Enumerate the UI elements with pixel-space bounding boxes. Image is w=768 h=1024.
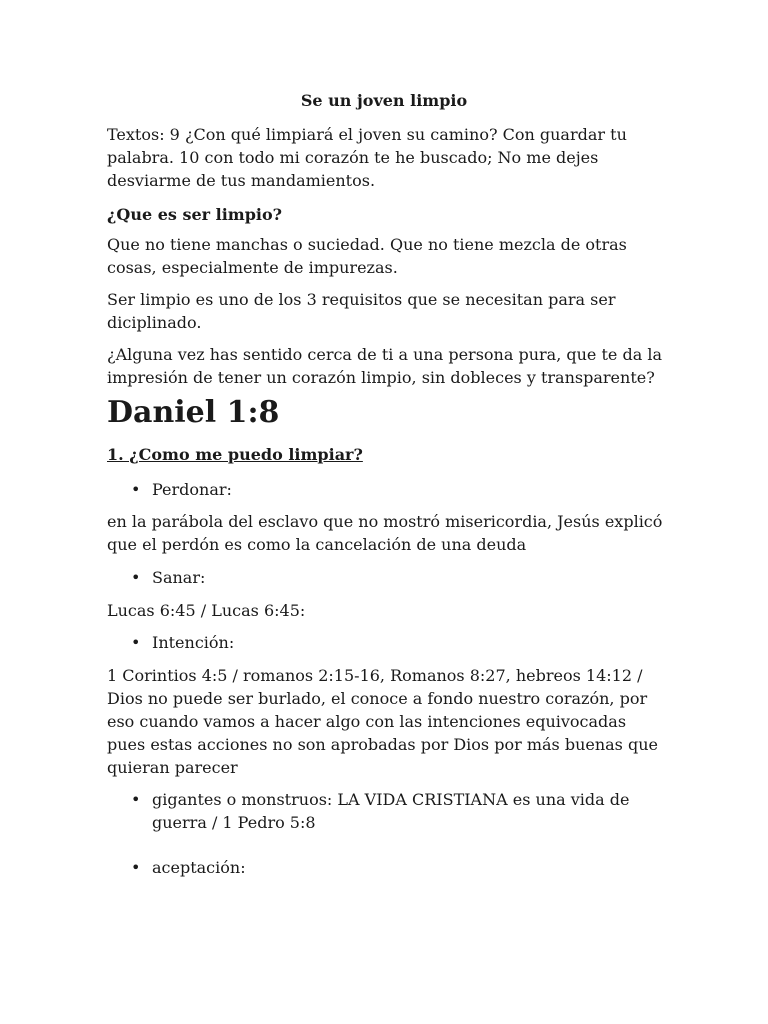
question-heading: ¿Que es ser limpio? bbox=[107, 205, 283, 224]
bullet-icon: • bbox=[131, 633, 141, 652]
paragraph-lucas: Lucas 6:45 / Lucas 6:45: bbox=[107, 601, 306, 620]
bullet-item-aceptacion bbox=[131, 856, 671, 879]
intro-paragraph: Textos: 9 ¿Con qué limpiará el joven su camino? Con guardar tu palabra. 10 con todo mi corazón te he buscado; No me dejes desviarme de tus mandamientos. bbox=[107, 125, 627, 190]
bullet-icon: • bbox=[131, 790, 141, 809]
paragraph-requirement: Ser limpio es uno de los 3 requisitos que se necesitan para ser diciplinado. bbox=[107, 290, 616, 332]
paragraph-perdon: en la parábola del esclavo que no mostró misericordia, Jesús explicó que el perdón es como la cancelación de una deuda bbox=[107, 512, 663, 554]
bullet-item-intencion bbox=[131, 631, 671, 654]
bullet-item-perdonar bbox=[131, 478, 671, 501]
paragraph-definition: Que no tiene manchas o suciedad. Que no tiene mezcla de otras cosas, especialmente de impurezas. bbox=[107, 235, 627, 277]
bullet-text: Intención: bbox=[152, 633, 235, 652]
section-heading: 1. ¿Como me puedo limpiar? bbox=[107, 445, 363, 464]
bullet-icon: • bbox=[131, 480, 141, 499]
bullet-icon: • bbox=[131, 858, 141, 877]
paragraph-question: ¿Alguna vez has sentido cerca de ti a una persona pura, que te da la impresión de tener un corazón limpio, sin dobleces y transparente? bbox=[107, 345, 662, 387]
bullet-text: Sanar: bbox=[152, 568, 206, 587]
bullet-item-sanar bbox=[131, 566, 671, 589]
big-heading: Daniel 1:8 bbox=[107, 395, 280, 430]
bullet-text: aceptación: bbox=[152, 858, 246, 877]
bullet-icon: • bbox=[131, 568, 141, 587]
document-title: Se un joven limpio bbox=[300, 91, 468, 110]
bullet-text: Perdonar: bbox=[152, 480, 232, 499]
bullet-item-gigantes bbox=[131, 788, 671, 834]
paragraph-intencion: 1 Corintios 4:5 / romanos 2:15-16, Romanos 8:27, hebreos 14:12 / Dios no puede ser burlado, el conoce a fondo nuestro corazón, por eso cuando vamos a hacer algo con las intenciones equivocadas pues estas acciones no son aprobadas por Dios por más buenas que quieran parecer bbox=[107, 666, 658, 777]
bullet-text: gigantes o monstruos: LA VIDA CRISTIANA es una vida de guerra / 1 Pedro 5:8 bbox=[152, 790, 630, 832]
